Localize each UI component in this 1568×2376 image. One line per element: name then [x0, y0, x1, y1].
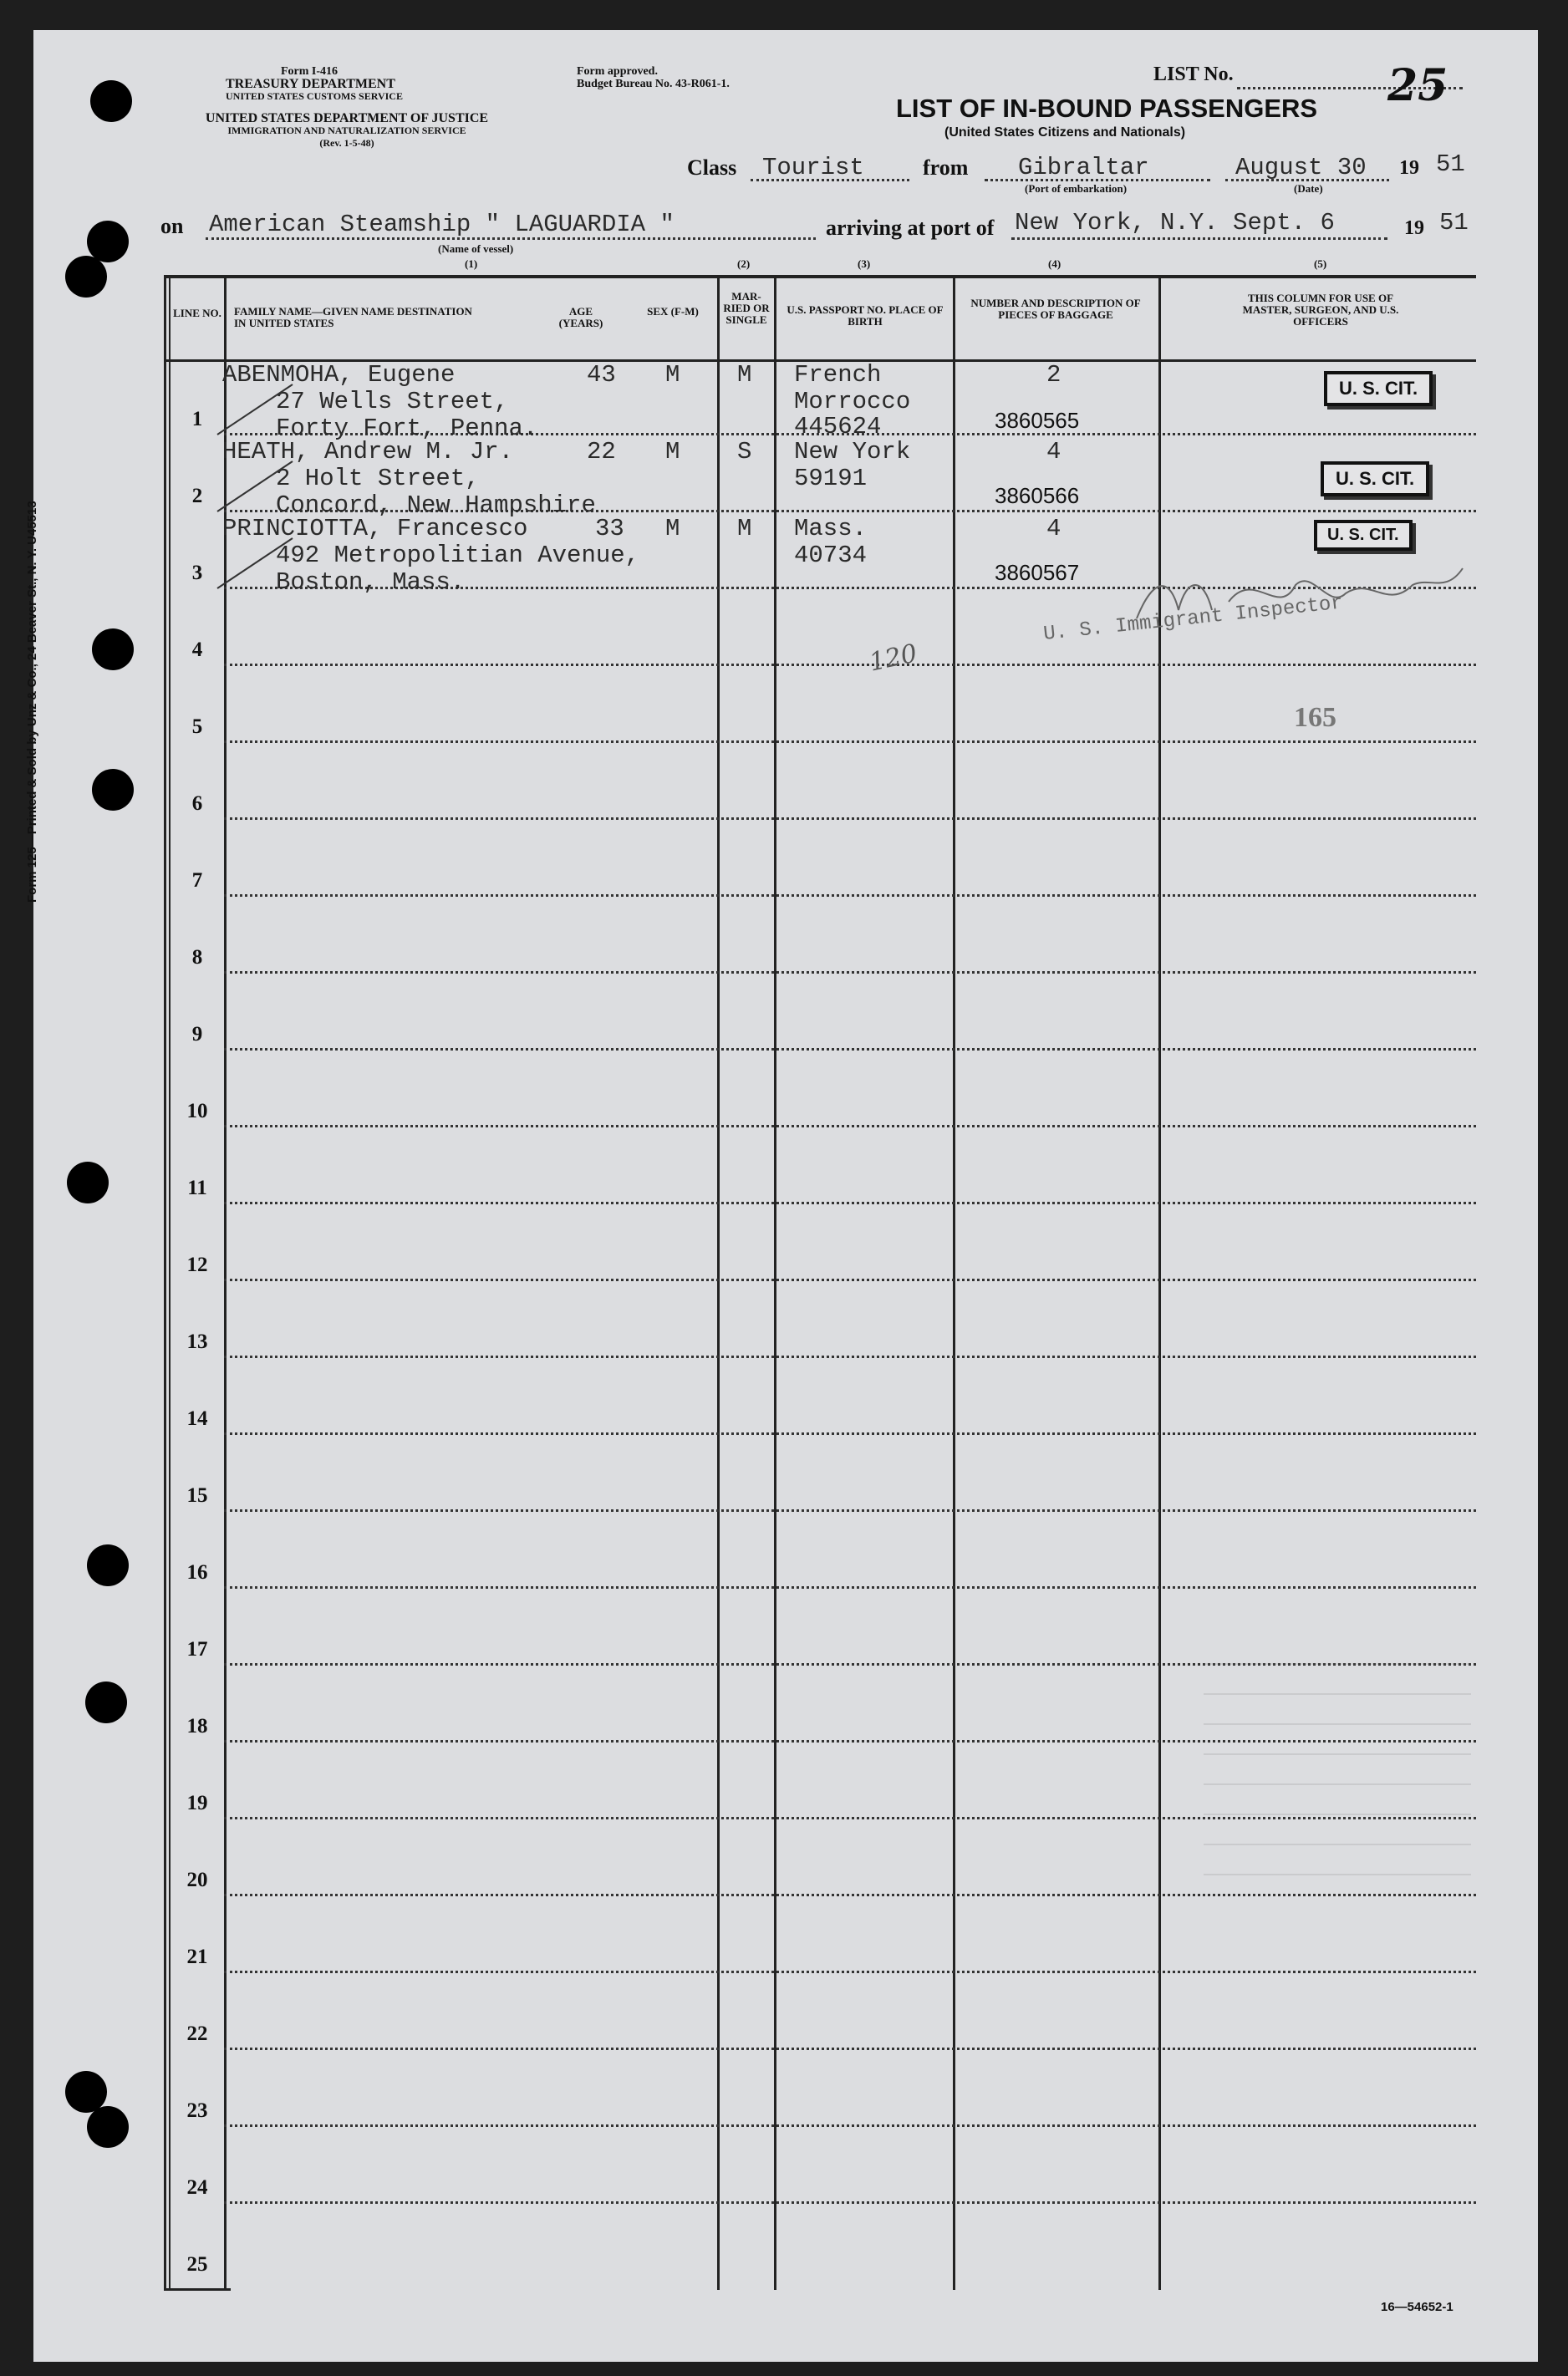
vessel-caption: (Name of vessel)	[438, 242, 514, 255]
passenger-passport: 59191	[794, 465, 868, 492]
baggage-number: 3860567	[995, 560, 1080, 585]
class-label: Class	[687, 155, 737, 180]
baggage-count: 4	[1046, 438, 1061, 466]
row-line	[224, 1586, 1476, 1589]
row-number: 13	[186, 1330, 208, 1353]
punch-hole	[92, 628, 134, 670]
row-number: 12	[186, 1254, 208, 1276]
passenger-sex: M	[665, 515, 680, 542]
form-number: Form I-416	[280, 65, 339, 78]
table-top-border	[164, 275, 1476, 278]
row-number: 22	[186, 2022, 208, 2045]
page-subtitle: (United States Citizens and Nationals)	[944, 125, 1186, 140]
on-label: on	[160, 214, 184, 238]
row-number: 1	[191, 408, 203, 430]
passenger-address: Concord, New Hampshire	[276, 491, 596, 519]
date-value: August 30	[1235, 154, 1367, 181]
class-line	[751, 179, 909, 181]
us-citizen-stamp: U. S. CIT.	[1321, 461, 1429, 496]
row-line	[224, 971, 1476, 974]
row-number: 20	[186, 1869, 208, 1891]
arrival-year-value: 51	[1439, 209, 1469, 237]
col-divider	[953, 277, 955, 2290]
row-number: 24	[186, 2176, 208, 2199]
row-line	[224, 1356, 1476, 1358]
from-label: from	[923, 155, 969, 180]
list-no-value: 25	[1387, 60, 1448, 111]
arrival-value: New York, N.Y. Sept. 6	[1015, 209, 1335, 237]
budget-number: Budget Bureau No. 43-R061-1.	[577, 78, 730, 90]
col-number: (2)	[737, 257, 751, 270]
row-number: 10	[186, 1100, 208, 1122]
row-line	[224, 1432, 1476, 1435]
passenger-married: M	[737, 361, 752, 389]
passenger-address: 492 Metropolitian Avenue,	[276, 542, 640, 569]
passenger-age: 43	[587, 361, 616, 389]
passenger-name: ABENMOHA, Eugene	[222, 361, 456, 389]
table-bottom-border	[164, 2288, 231, 2291]
form-approved: Form approved.	[577, 65, 658, 78]
passenger-address: Forty Fort, Penna.	[276, 415, 538, 442]
passenger-address: 2 Holt Street,	[276, 465, 480, 492]
col-header-baggage: NUMBER AND DESCRIPTION OF PIECES OF BAGGAGE	[970, 297, 1141, 321]
us-citizen-stamp: U. S. CIT.	[1314, 520, 1413, 551]
row-line	[224, 1509, 1476, 1512]
justice-block	[159, 112, 535, 150]
baggage-number: 3860566	[995, 483, 1080, 508]
treasury-label: TREASURY DEPARTMENT	[226, 77, 395, 91]
form-id-block	[226, 65, 403, 103]
row-number: 7	[191, 869, 203, 892]
row-number: 18	[186, 1715, 208, 1737]
date-caption: (Date)	[1294, 182, 1323, 195]
approval-block	[577, 65, 730, 90]
justice-label: UNITED STATES DEPARTMENT OF JUSTICE	[205, 111, 489, 125]
row-number: 25	[186, 2253, 208, 2276]
us-citizen-stamp: U. S. CIT.	[1324, 371, 1433, 406]
passenger-age: 33	[595, 515, 624, 542]
col-header-age: AGE (YEARS)	[558, 305, 603, 329]
passenger-name: PRINCIOTTA, Francesco	[222, 515, 528, 542]
passenger-married: M	[737, 515, 752, 542]
col-header-family: FAMILY NAME—GIVEN NAME DESTINATION IN UNITED STATES	[234, 305, 472, 329]
baggage-number: 3860565	[995, 408, 1080, 433]
passenger-sex: M	[665, 438, 680, 466]
arrival-line	[1011, 237, 1387, 240]
row-number: 21	[186, 1946, 208, 1968]
col-number: (3)	[858, 257, 871, 270]
punch-hole	[87, 2106, 129, 2148]
port-caption: (Port of embarkation)	[1025, 182, 1128, 195]
class-value: Tourist	[762, 154, 864, 181]
punch-hole	[90, 80, 132, 122]
col-header-married: MAR-RIED OR SINGLE	[723, 290, 770, 326]
rev-label: (Rev. 1-5-48)	[319, 137, 374, 149]
table-left-border	[164, 277, 166, 2290]
row-number: 23	[186, 2099, 208, 2122]
vessel-line	[206, 237, 816, 240]
passenger-address: 27 Wells Street,	[276, 388, 509, 415]
row-line	[224, 664, 1476, 666]
page-title: LIST OF IN-BOUND PASSENGERS	[896, 94, 1318, 123]
col-header-sex: SEX (F-M)	[647, 305, 699, 318]
row-line	[224, 2124, 1476, 2127]
printer-imprint: Form 125—Printed & Sold by Unz & Co., 24 Beaver St., N. Y. U45513	[25, 501, 39, 903]
row-number: 14	[186, 1407, 208, 1430]
punch-hole	[67, 1162, 109, 1203]
ins-label: IMMIGRATION AND NATURALIZATION SERVICE	[227, 125, 466, 136]
reference-number: 165	[1294, 702, 1336, 733]
row-number: 3	[191, 562, 203, 584]
row-number: 5	[191, 715, 203, 738]
table-left-border-inner	[169, 277, 171, 2290]
col-header-passport: U.S. PASSPORT NO. PLACE OF BIRTH	[787, 303, 944, 328]
inspector-title: U. S. Immigrant Inspector	[1042, 592, 1345, 646]
row-number: 9	[191, 1023, 203, 1046]
bleed-through	[1204, 1663, 1471, 1880]
passenger-address: Boston, Mass.	[276, 568, 466, 596]
passenger-name: HEATH, Andrew M. Jr.	[222, 438, 514, 466]
arrival-year-prefix: 19	[1404, 217, 1424, 239]
list-no-label: LIST No.	[1153, 64, 1234, 85]
row-line	[224, 2201, 1476, 2204]
from-line	[985, 179, 1210, 181]
punch-hole	[65, 256, 107, 298]
passenger-passport: 445624	[794, 413, 882, 440]
col-divider	[717, 277, 720, 2290]
passenger-married: S	[737, 438, 752, 466]
col-number: (1)	[465, 257, 478, 270]
customs-label: UNITED STATES CUSTOMS SERVICE	[226, 90, 403, 102]
from-value: Gibraltar	[1018, 154, 1149, 181]
row-number: 2	[191, 485, 203, 507]
punch-hole	[92, 769, 134, 811]
vessel-value: American Steamship " LAGUARDIA "	[209, 211, 675, 238]
baggage-count: 2	[1046, 361, 1061, 389]
col-header-line-no: LINE NO.	[173, 307, 221, 319]
row-line	[224, 1894, 1476, 1896]
row-number: 4	[191, 639, 203, 661]
check-marks	[201, 368, 301, 602]
date-line	[1225, 179, 1389, 181]
row-line	[224, 894, 1476, 897]
passenger-birthplace: Morrocco	[794, 388, 911, 415]
punch-hole	[87, 1544, 129, 1586]
row-line	[224, 2048, 1476, 2050]
row-line	[224, 1279, 1476, 1281]
col-header-officers: THIS COLUMN FOR USE OF MASTER, SURGEON, AND U.S. OFFICERS	[1242, 292, 1399, 328]
row-line	[224, 1048, 1476, 1051]
year-prefix: 19	[1399, 157, 1419, 179]
row-line	[224, 740, 1476, 743]
year-value: 51	[1436, 150, 1465, 178]
baggage-count: 4	[1046, 515, 1061, 542]
footer-code: 16—54652-1	[1381, 2300, 1453, 2314]
row-line	[224, 1971, 1476, 1973]
passenger-age: 22	[587, 438, 616, 466]
col-divider	[774, 277, 776, 2290]
row-line	[224, 1125, 1476, 1127]
passenger-birthplace: Mass.	[794, 515, 868, 542]
arriving-label: arriving at port of	[826, 216, 995, 240]
row-number: 6	[191, 792, 203, 815]
row-number: 16	[186, 1561, 208, 1584]
col-number: (5)	[1314, 257, 1327, 270]
col-number: (4)	[1048, 257, 1061, 270]
margin-note: 120	[866, 639, 920, 678]
row-number: 19	[186, 1792, 208, 1814]
passenger-sex: M	[665, 361, 680, 389]
punch-hole	[85, 1682, 127, 1723]
row-line	[224, 1202, 1476, 1204]
passenger-passport: 40734	[794, 542, 868, 569]
row-number: 15	[186, 1484, 208, 1507]
row-number: 17	[186, 1638, 208, 1661]
row-number: 8	[191, 946, 203, 969]
row-line	[224, 817, 1476, 820]
passenger-birthplace: French	[794, 361, 882, 389]
passenger-birthplace: New York	[794, 438, 911, 466]
row-number: 11	[187, 1177, 207, 1199]
